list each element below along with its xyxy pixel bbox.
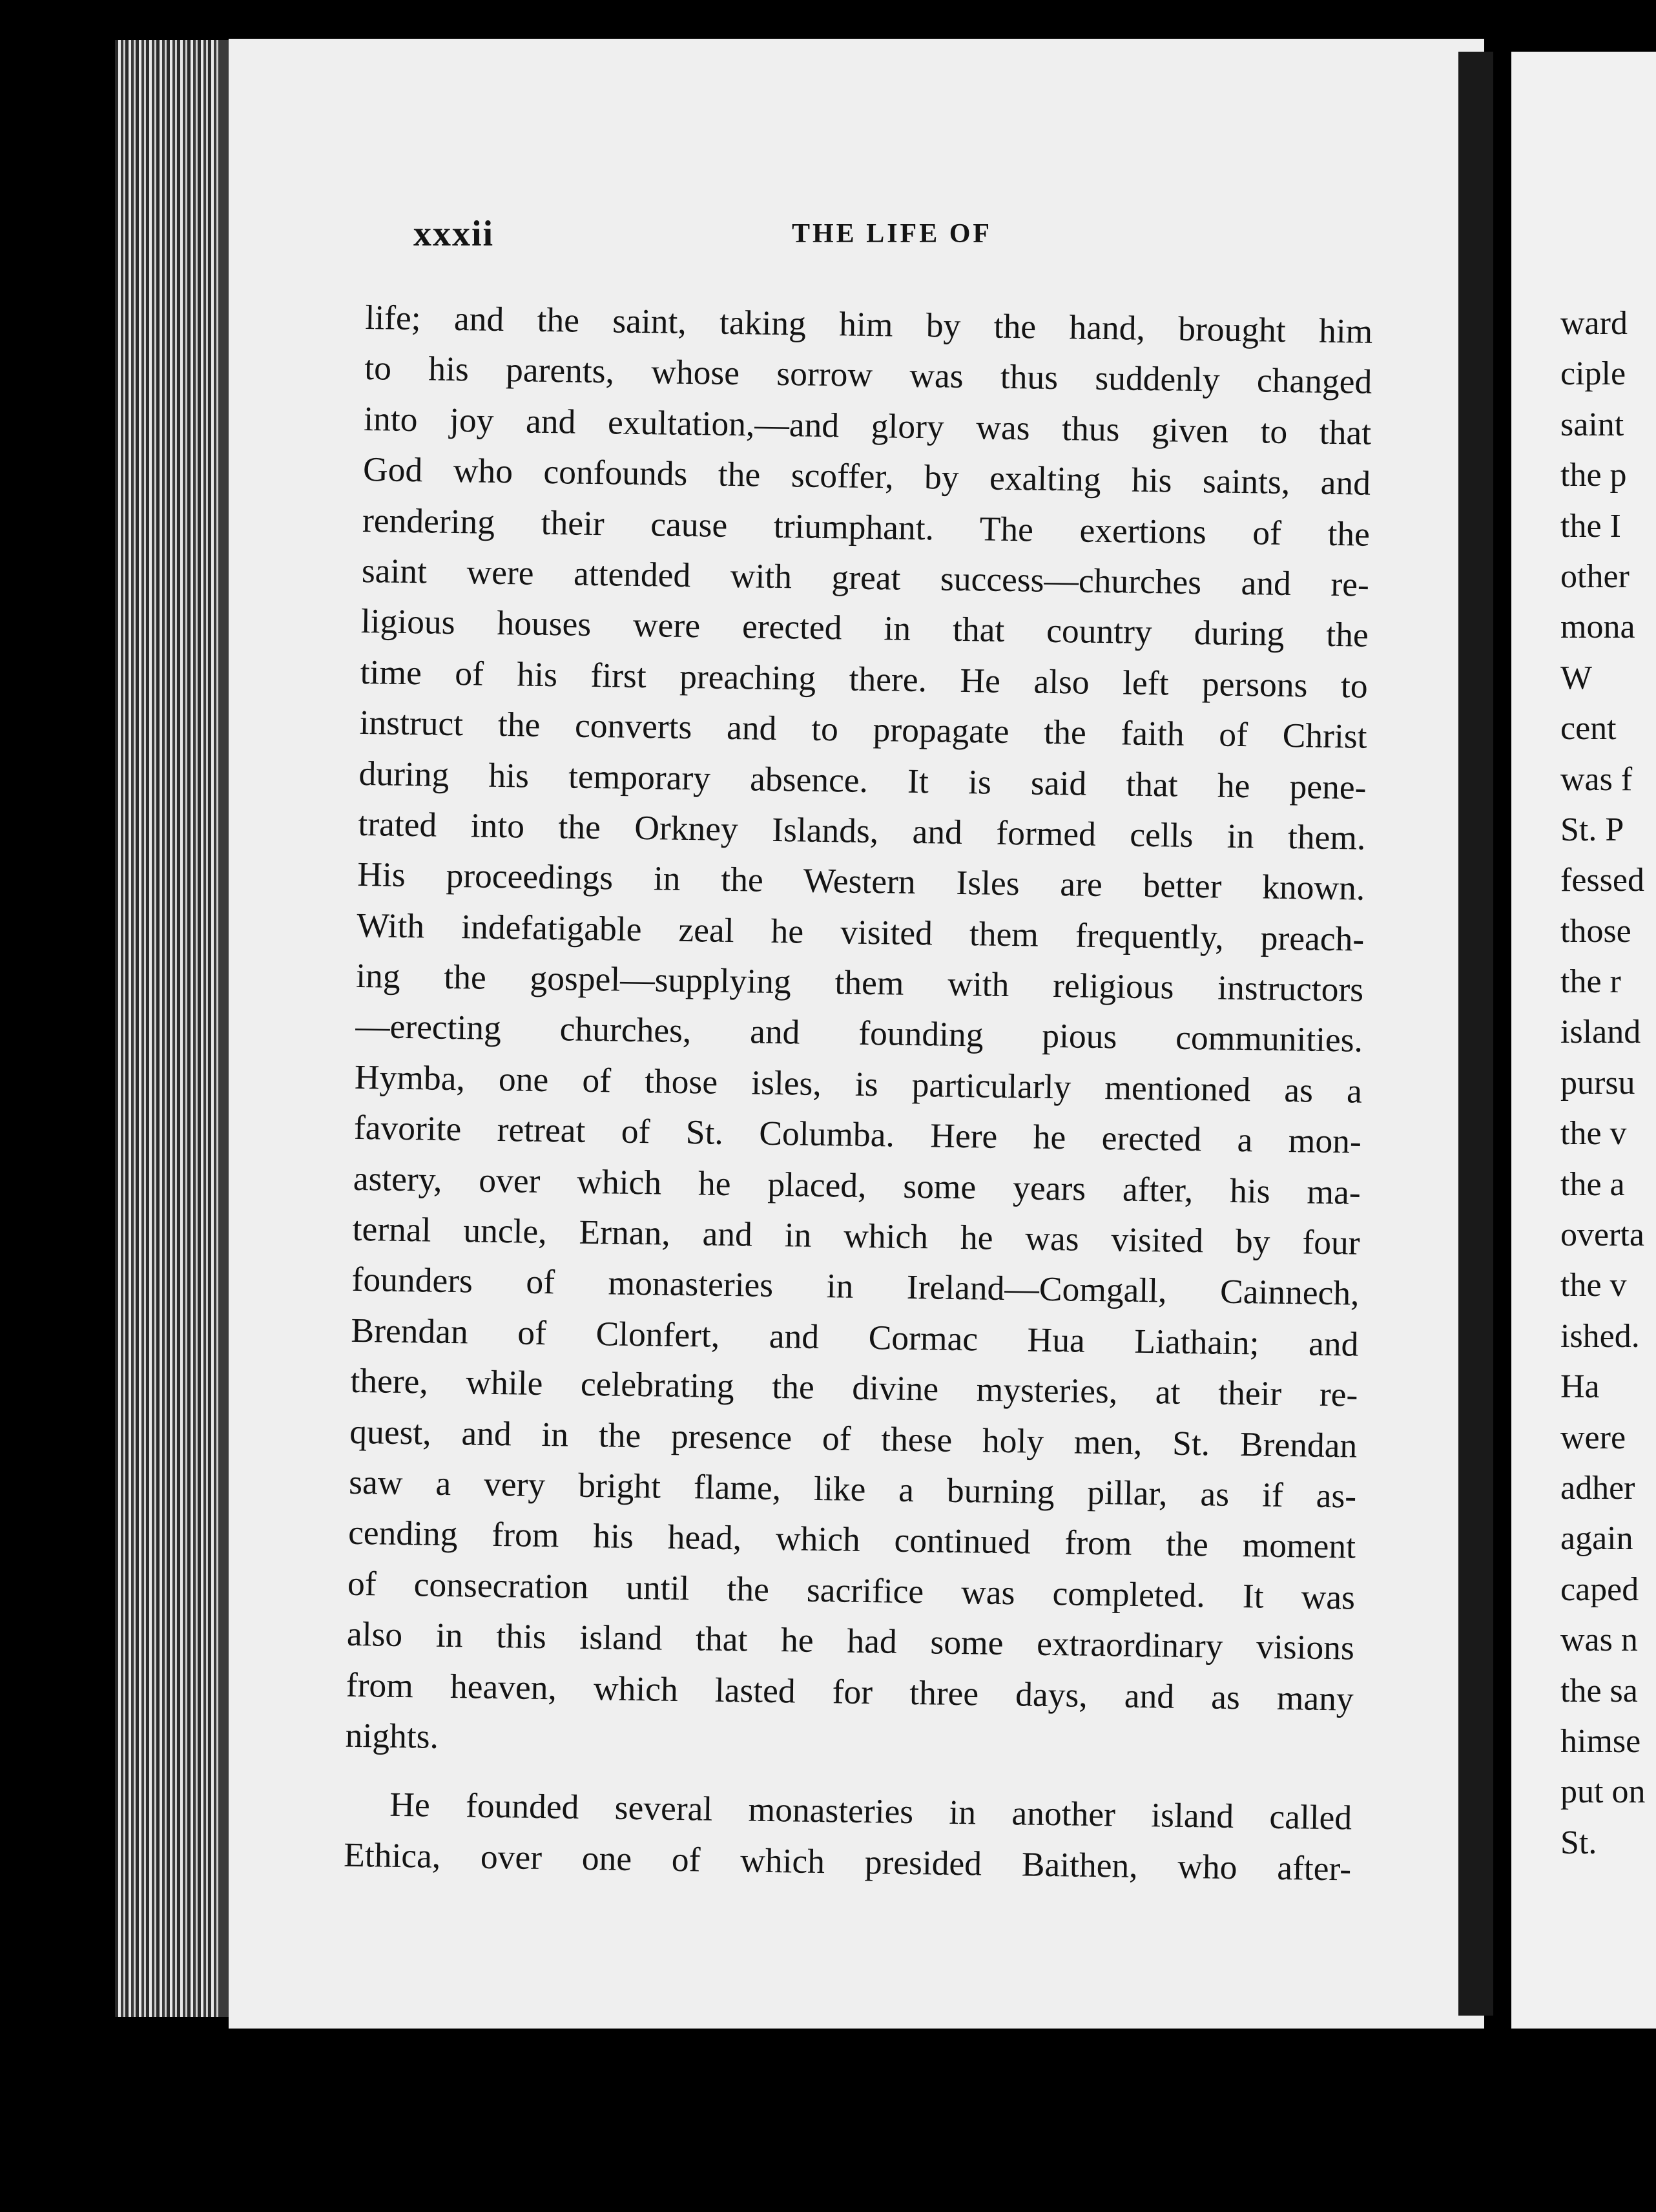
running-head-title: THE LIFE OF [792,219,993,249]
text-line: there, while celebrating the divine mysteries, at their re- [350,1361,1358,1414]
facing-page-line: ward [1560,305,1628,342]
text-line: Hymba, one of those isles, is particularly mentioned as a [354,1057,1363,1111]
text-line: Ethica, over one of which presided Baithen, who after- [343,1835,1352,1888]
text-line: ing the gospel—supplying them with religious instructors [355,955,1364,1009]
page-edges [115,40,229,2017]
facing-page-line: island [1560,1014,1641,1051]
facing-page-line: adher [1560,1469,1635,1507]
facing-page-line: St. P [1560,811,1624,848]
facing-page-line: was n [1560,1622,1638,1659]
text-line: of consecration until the sacrifice was completed. It was [347,1563,1356,1617]
facing-page-line: caped [1560,1570,1639,1608]
facing-page-line: mona [1560,609,1635,646]
text-line: ligious houses were erected in that country during the [360,601,1369,655]
facing-page-line: other [1560,558,1630,595]
facing-page-line: cent [1560,710,1617,747]
facing-page-line: St. [1560,1824,1597,1861]
facing-page-line: put on [1560,1773,1646,1811]
text-line: during his temporary absence. It is said that he pene- [358,753,1367,807]
body-text [344,292,1373,1894]
text-line: time of his first preaching there. He also left persons to [360,652,1369,705]
paragraph-1 [345,292,1373,1775]
text-line: —erecting churches, and founding pious communities. [355,1007,1363,1060]
text-line: from heaven, which lasted for three days, and as many [346,1665,1354,1718]
text-line: His proceedings in the Western Isles are better known. [357,855,1365,908]
text-line: into joy and exultation,—and glory was thus given to that [363,399,1372,452]
facing-page-line: the a [1560,1165,1625,1203]
text-line: favorite retreat of St. Columba. Here he erected a mon- [353,1108,1362,1161]
facing-page-line: those [1560,912,1631,950]
facing-page-line: Ha [1560,1368,1600,1406]
page-number: xxxii [413,214,495,254]
facing-page-line: were [1560,1419,1626,1456]
text-line: life; and the saint, taking him by the hand, brought him [365,297,1373,351]
text-line: instruct the converts and to propagate the faith of Christ [359,703,1367,756]
facing-page-line: the I [1560,507,1621,545]
text-line: rendering their cause triumphant. The exertions of the [362,500,1371,554]
text-line: With indefatigable zeal he visited them frequently, preach- [356,905,1365,959]
facing-page-line: W [1560,659,1593,696]
text-line: quest, and in the presence of these holy men, St. Brendan [349,1412,1358,1465]
facing-page-line: ciple [1560,355,1626,393]
facing-page-line: himse [1560,1722,1641,1760]
text-line: nights. [345,1715,439,1756]
facing-page-line: was f [1560,760,1633,798]
text-line: also in this island that he had some extraordinary visions [346,1614,1355,1667]
text-line: cending from his head, which continued from the moment [347,1513,1356,1566]
facing-page-line: fessed [1560,862,1644,899]
facing-page-line: ished. [1560,1317,1640,1355]
text-line: He founded several monasteries in another island called [389,1785,1352,1837]
facing-page-line: overta [1560,1216,1644,1254]
facing-page-line: saint [1560,406,1624,443]
facing-page-line: the v [1560,1267,1627,1304]
text-line: founders of monasteries in Ireland—Comgall, Cainnech, [351,1260,1360,1313]
text-line: Brendan of Clonfert, and Cormac Hua Liathain; and [351,1310,1359,1364]
facing-page-line: the r [1560,963,1621,1001]
text-line: trated into the Orkney Islands, and formed cells in them. [358,804,1366,857]
text-line: God who confounds the scoffer, by exalting his saints, and [362,450,1371,503]
facing-page-line: the v [1560,1115,1627,1153]
facing-page-line: again [1560,1520,1633,1558]
facing-page-line: the p [1560,457,1627,494]
text-line: saw a very bright flame, like a burning pillar, as if as- [348,1462,1357,1516]
facing-page-line: pursu [1560,1064,1635,1101]
text-line: to his parents, whose sorrow was thus suddenly changed [364,348,1372,402]
running-head [413,213,1408,265]
facing-page-line: the sa [1560,1672,1638,1709]
text-line: saint were attended with great success—churches and re- [361,550,1370,604]
facing-page-text [1560,298,1656,1868]
text-line: astery, over which he placed, some years after, his ma- [353,1158,1361,1212]
paragraph-2 [344,1779,1352,1894]
book-gutter [1458,52,1493,2016]
text-line: ternal uncle, Ernan, and in which he was visited by four [352,1209,1361,1262]
